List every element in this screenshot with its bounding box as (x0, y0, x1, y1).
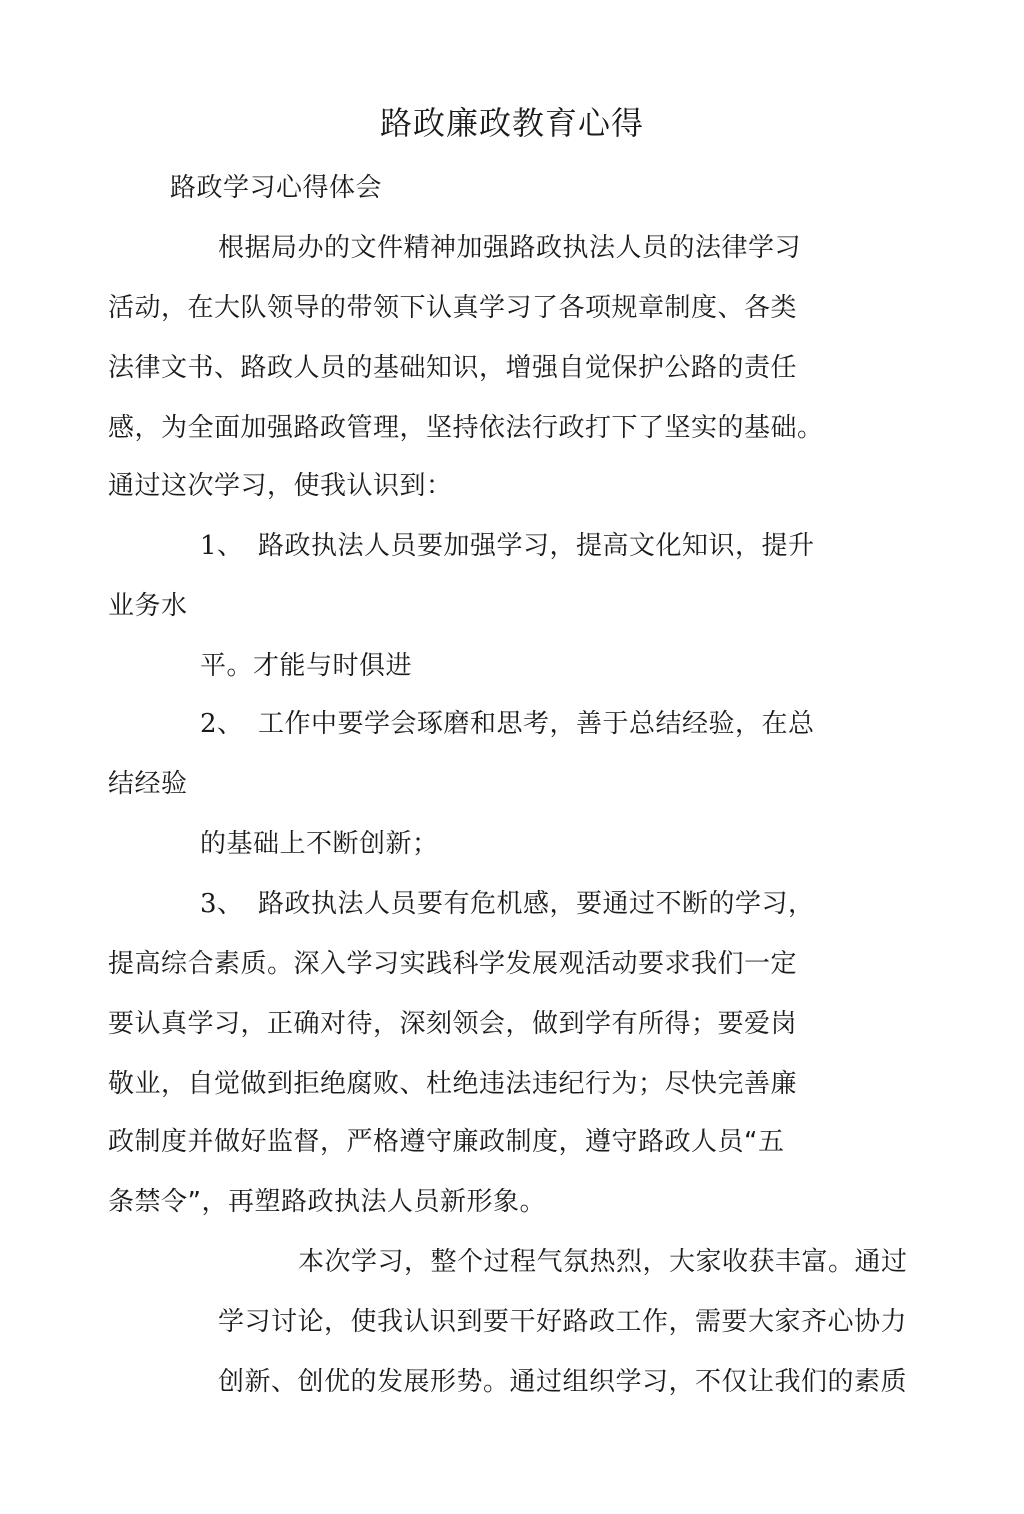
paragraph-line: 本次学习，整个过程气氛热烈，大家收获丰富。通过 (298, 1247, 908, 1277)
list-item-text: 路政执法人员要加强学习，提高文化知识，提升 (258, 531, 815, 561)
list-item-3 (200, 884, 815, 924)
list-number: 2、 (200, 709, 244, 739)
paragraph-line: 的基础上不断创新； (200, 829, 439, 859)
paragraph-line: 创新、创优的发展形势。通过组织学习，不仅让我们的素质 (218, 1367, 908, 1397)
paragraph-line: 根据局办的文件精神加强路政执法人员的法律学习 (218, 233, 802, 263)
list-number: 1、 (200, 531, 244, 561)
paragraph-line: 感，为全面加强路政管理，坚持依法行政打下了坚实的基础。 (108, 413, 824, 443)
paragraph-line: 条禁令”，再塑路政执法人员新形象。 (108, 1187, 546, 1217)
paragraph-line: 业务水 (108, 591, 188, 621)
list-item-text: 路政执法人员要有危机感，要通过不断的学习， (258, 889, 815, 919)
paragraph-line: 要认真学习，正确对待，深刻领会，做到学有所得；要爱岗 (108, 1009, 798, 1039)
paragraph-line: 通过这次学习，使我认识到： (108, 471, 453, 501)
paragraph-line: 活动，在大队领导的带领下认真学习了各项规章制度、各类 (108, 293, 798, 323)
paragraph-line: 敬业，自觉做到拒绝腐败、杜绝违法违纪行为；尽快完善廉 (108, 1069, 798, 1099)
list-item-1 (200, 526, 815, 566)
paragraph-line: 学习讨论，使我认识到要干好路政工作，需要大家齐心协力 (218, 1307, 908, 1337)
list-item-2 (200, 704, 815, 744)
paragraph-line: 结经验 (108, 769, 188, 799)
paragraph-line: 提高综合素质。深入学习实践科学发展观活动要求我们一定 (108, 949, 798, 979)
list-item-text: 工作中要学会琢磨和思考，善于总结经验，在总 (258, 709, 815, 739)
paragraph-line: 平。才能与时俱进 (200, 651, 413, 681)
paragraph-line: 政制度并做好监督，严格遵守廉政制度，遵守路政人员“五 (108, 1127, 785, 1157)
list-number: 3、 (200, 889, 244, 919)
paragraph-line: 法律文书、路政人员的基础知识，增强自觉保护公路的责任 (108, 353, 798, 383)
document-subtitle: 路政学习心得体会 (170, 173, 383, 203)
document-title: 路政廉政教育心得 (379, 104, 644, 142)
